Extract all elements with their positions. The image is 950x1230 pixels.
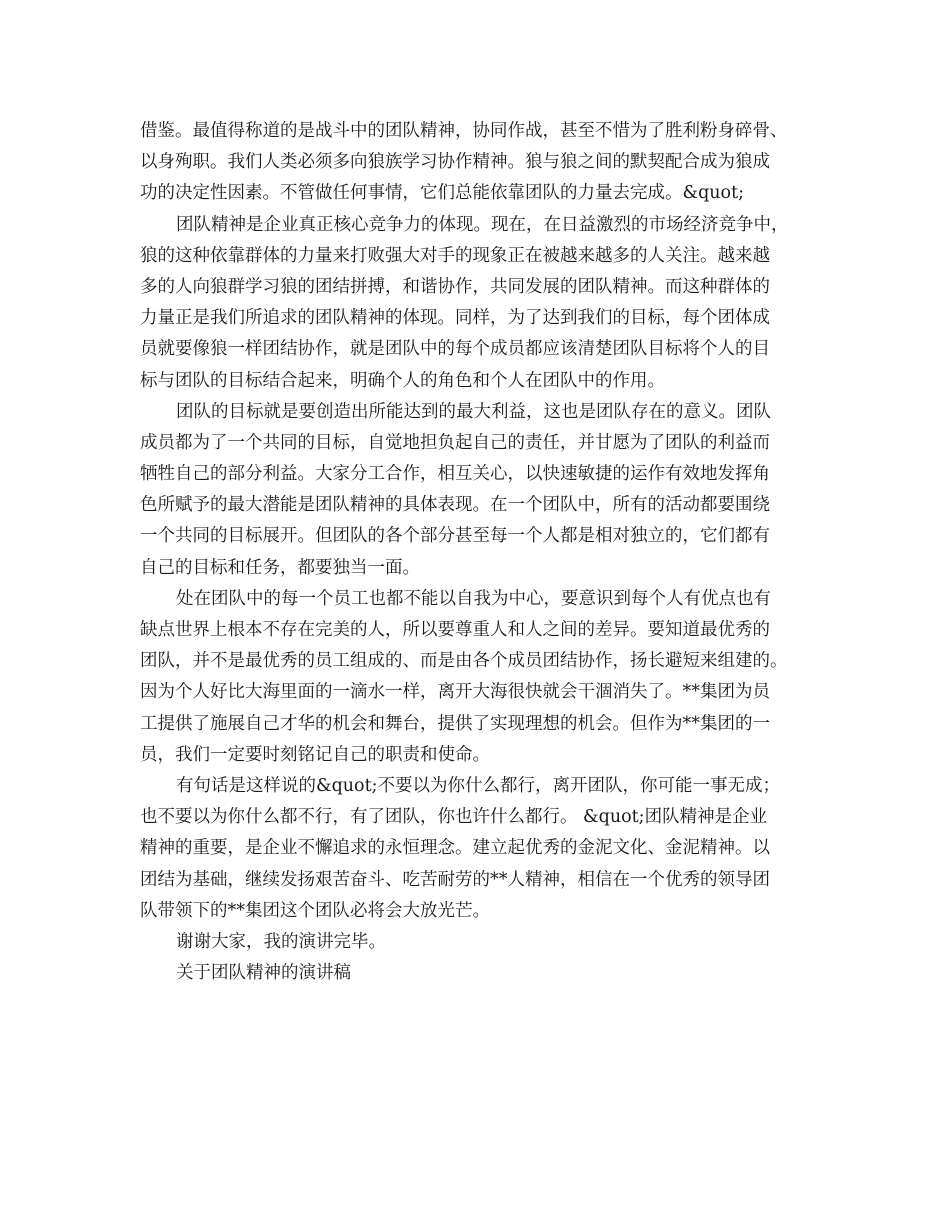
text-line: 多的人向狼群学习狼的团结拼搏，和谐协作，共同发展的团队精神。而这种群体的 bbox=[140, 276, 770, 297]
text-line: 团队精神是企业真正核心竞争力的体现。现在，在日益激烈的市场经济竞争中， bbox=[176, 214, 789, 235]
text-line: 色所赋予的最大潜能是团队精神的具体表现。在一个团队中，所有的活动都要围绕 bbox=[140, 495, 770, 516]
text-line: 缺点世界上根本不存在完美的人，所以要尊重人和人之间的差异。要知道最优秀的 bbox=[140, 620, 770, 640]
text-line: 一个共同的目标展开。但团队的各个部分甚至每一个人都是相对独立的，它们都有 bbox=[140, 526, 770, 547]
text-line: 有句话是这样说的&quot;不要以为你什么都行，离开团队，你可能一事无成； bbox=[176, 775, 781, 796]
text-line: 团结为基础，继续发扬艰苦奋斗、吃苦耐劳的**人精神，相信在一个优秀的领导团 bbox=[140, 869, 770, 890]
text-line: 精神的重要，是企业不懈追求的永恒理念。建立起优秀的金泥文化、金泥精神。以 bbox=[140, 838, 770, 859]
text-line: 功的决定性因素。不管做任何事情，它们总能依靠团队的力量去完成。&quot; bbox=[140, 183, 745, 204]
text-line: 团队的目标就是要创造出所能达到的最大利益，这也是团队存在的意义。团队 bbox=[176, 401, 771, 422]
text-line: 以身殉职。我们人类必须多向狼族学习协作精神。狼与狼之间的默契配合成为狼成 bbox=[140, 152, 770, 173]
text-line: 也不要以为你什么都不行，有了团队，你也许什么都行。 &quot;团队精神是企业 bbox=[140, 807, 768, 828]
text-line: 因为个人好比大海里面的一滴水一样，离开大海很快就会干涸消失了。**集团为员 bbox=[140, 682, 770, 703]
text-line: 工提供了施展自己才华的机会和舞台，提供了实现理想的机会。但作为**集团的一 bbox=[140, 713, 770, 734]
text-line: 团队，并不是最优秀的员工组成的、而是由各个成员团结协作，扬长避短来组建的。 bbox=[140, 651, 788, 672]
text-line: 借鉴。最值得称道的是战斗中的团队精神，协同作战，甚至不惜为了胜利粉身碎骨、 bbox=[140, 121, 788, 141]
text-line: 员就要像狼一样团结协作，就是团队中的每个成员都应该清楚团队目标将个人的目 bbox=[140, 339, 770, 360]
text-line: 成员都为了一个共同的目标，自觉地担负起自己的责任，并甘愿为了团队的利益而 bbox=[140, 432, 770, 453]
text-line: 狼的这种依靠群体的力量来打败强大对手的现象正在被越来越多的人关注。越来越 bbox=[140, 245, 770, 266]
text-line: 标与团队的目标结合起来，明确个人的角色和个人在团队中的作用。 bbox=[140, 370, 665, 391]
text-line: 处在团队中的每一个员工也都不能以自我为中心，要意识到每个人有优点也有 bbox=[176, 588, 771, 609]
text-line: 队带领下的**集团这个团队必将会大放光芒。 bbox=[140, 900, 490, 921]
text-line: 牺牲自己的部分利益。大家分工合作，相互关心，以快速敏捷的运作有效地发挥角 bbox=[140, 464, 770, 485]
text-line: 员，我们一定要时刻铭记自己的职责和使命。 bbox=[140, 744, 490, 765]
document-body bbox=[140, 116, 820, 989]
text-line: 力量正是我们所追求的团队精神的体现。同样，为了达到我们的目标，每个团体成 bbox=[140, 308, 770, 329]
text-line: 自己的目标和任务，都要独当一面。 bbox=[140, 557, 420, 578]
text-line: 谢谢大家，我的演讲完毕。 bbox=[176, 931, 386, 952]
text-line: 关于团队精神的演讲稿 bbox=[176, 963, 351, 984]
